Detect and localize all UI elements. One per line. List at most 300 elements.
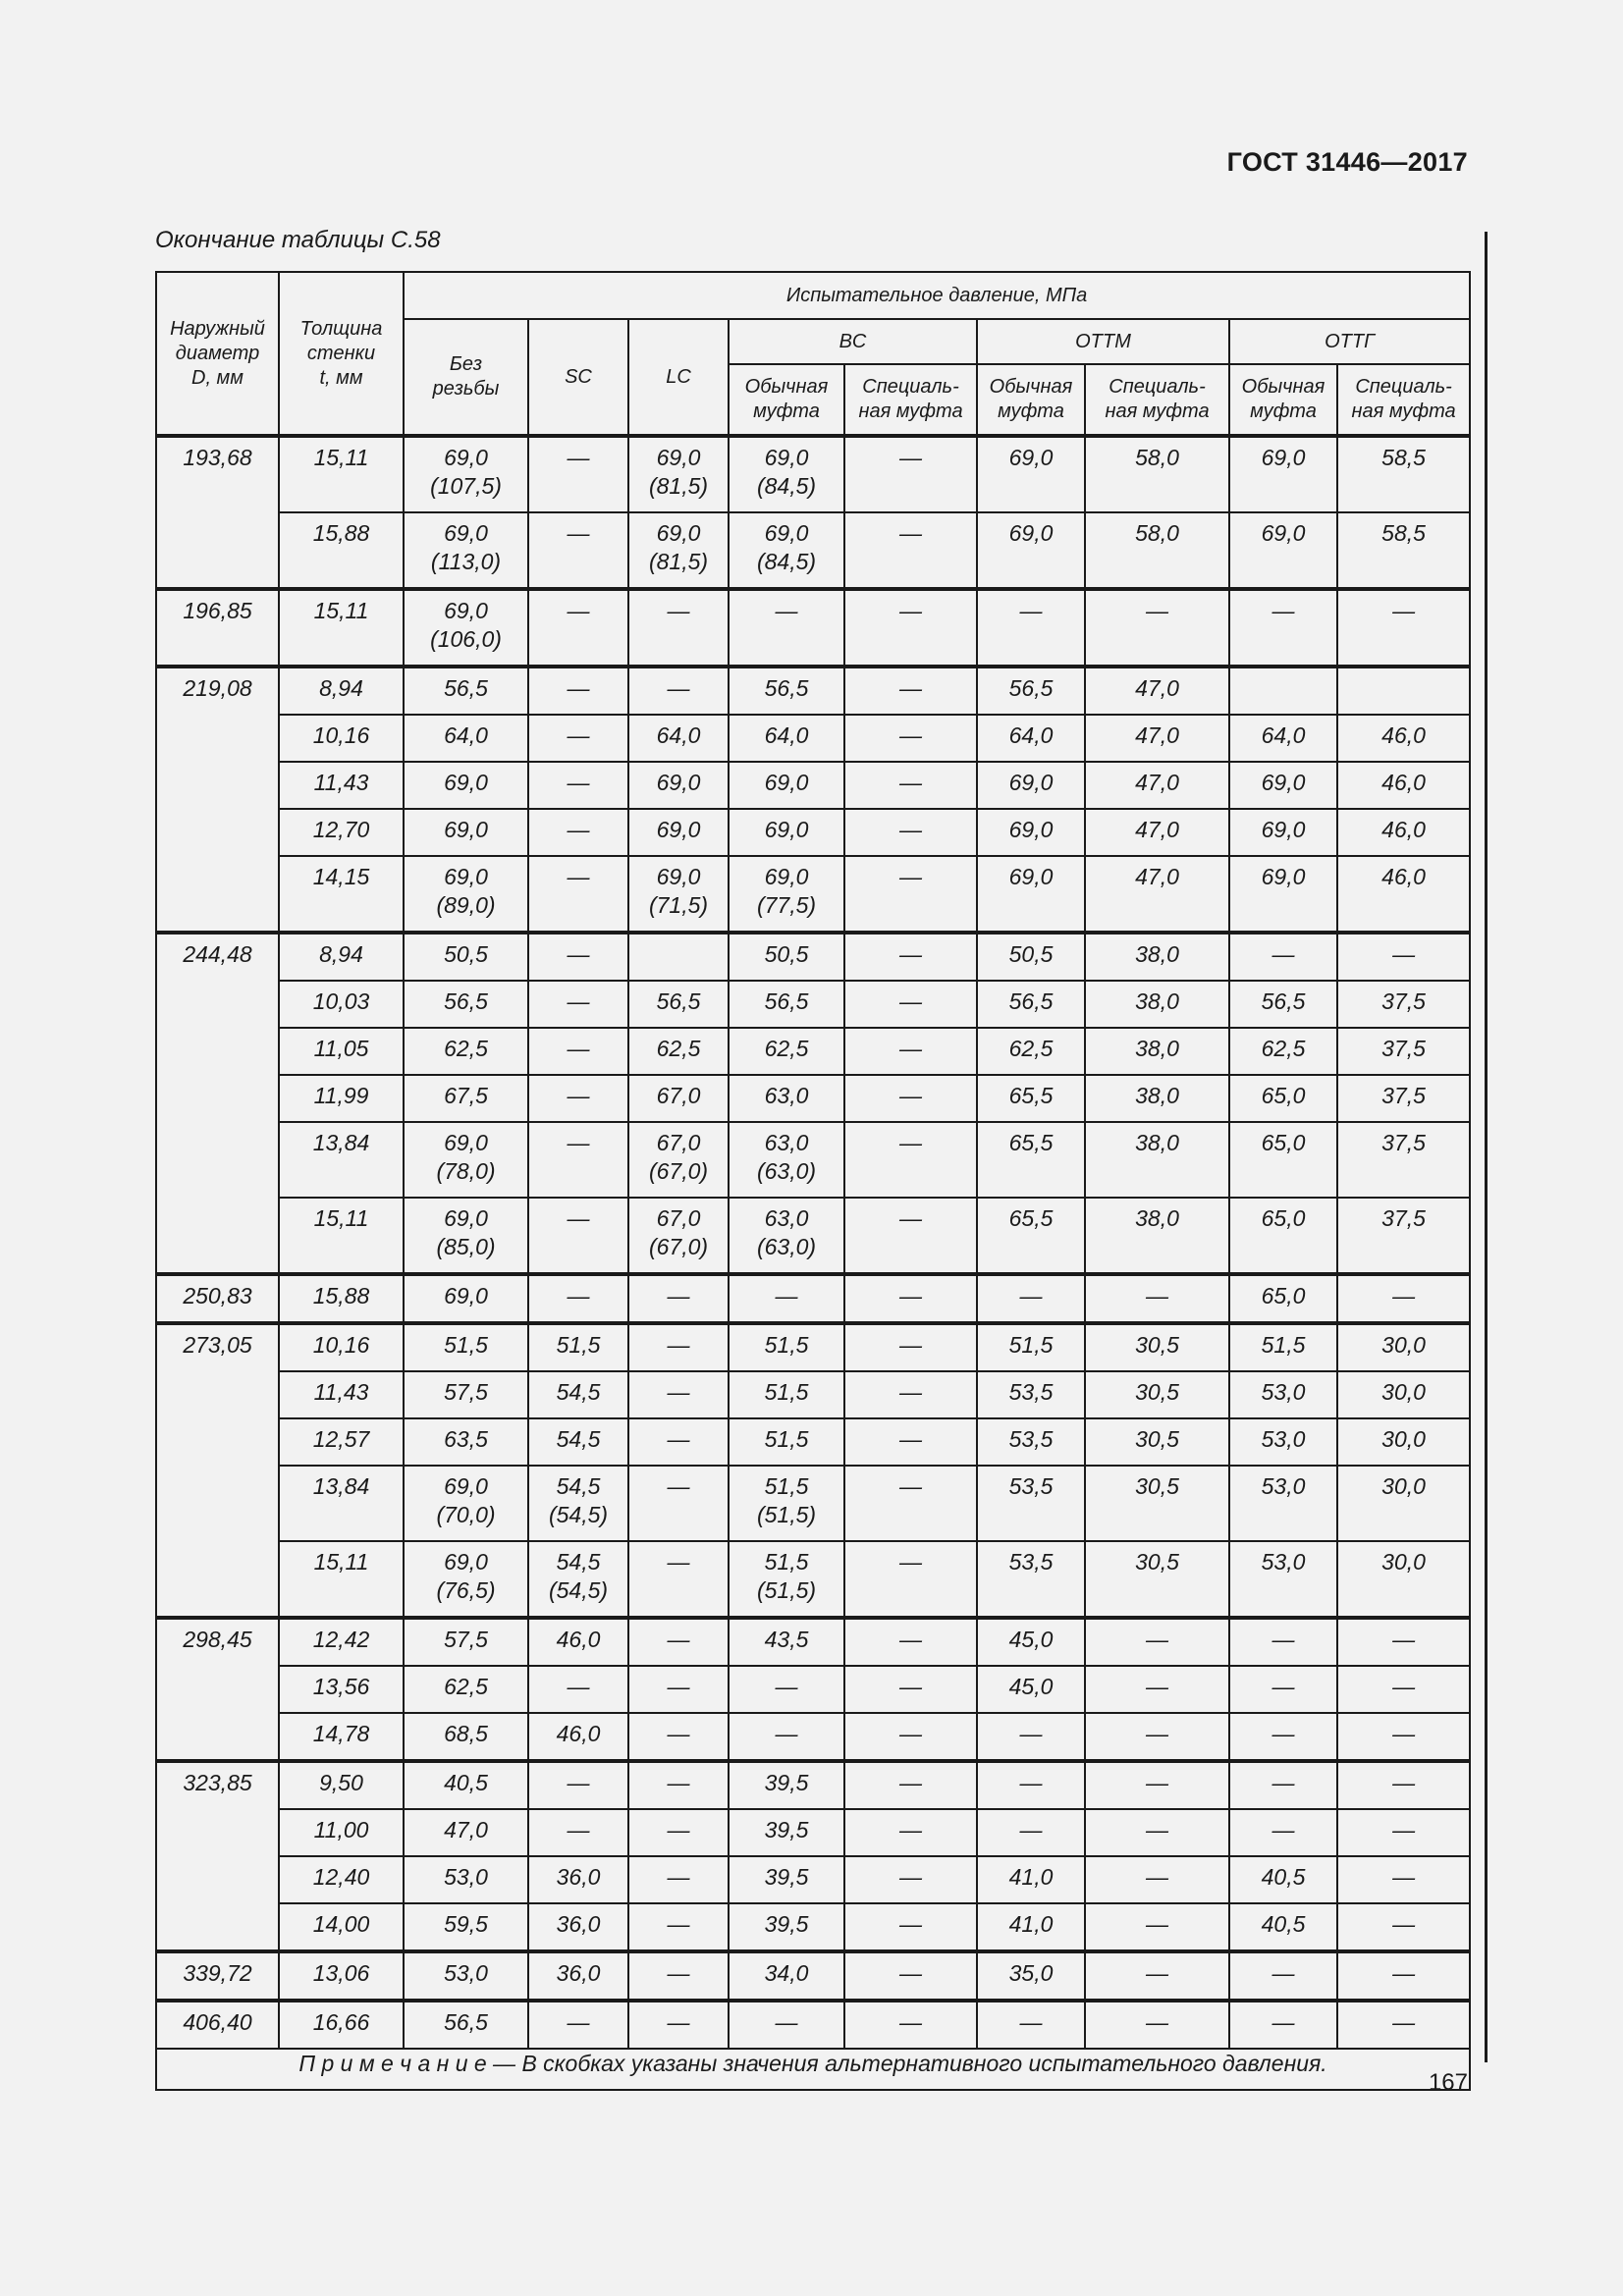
table-row (156, 1122, 1470, 1198)
cell-pressure-value: 54,5 (54,5) (528, 1466, 628, 1541)
cell-pressure-value: 30,5 (1085, 1371, 1229, 1418)
cell-pressure-value: — (977, 1274, 1085, 1323)
cell-outer-diameter: 273,05 (156, 1323, 279, 1618)
cell-pressure-value (1229, 667, 1337, 715)
cell-pressure-value: — (844, 1198, 977, 1274)
cell-pressure-value: — (844, 436, 977, 512)
cell-pressure-value: 37,5 (1337, 1075, 1470, 1122)
cell-pressure-value: 39,5 (729, 1761, 844, 1809)
cell-pressure-value: — (528, 933, 628, 981)
cell-pressure-value: 30,5 (1085, 1541, 1229, 1618)
table-row (156, 589, 1470, 667)
header-ottm-special: Специаль- ная муфта (1085, 364, 1229, 436)
cell-outer-diameter: 406,40 (156, 2001, 279, 2049)
cell-pressure-value: — (1337, 1666, 1470, 1713)
cell-pressure-value: — (628, 1761, 729, 1809)
cell-pressure-value: — (844, 1541, 977, 1618)
cell-pressure-value: — (1337, 1951, 1470, 2001)
cell-wall-thickness: 9,50 (279, 1761, 404, 1809)
cell-pressure-value: — (1229, 1809, 1337, 1856)
header-ottg-special: Специаль- ная муфта (1337, 364, 1470, 436)
cell-pressure-value: 58,0 (1085, 436, 1229, 512)
cell-pressure-value: — (1337, 1761, 1470, 1809)
table-row (156, 1809, 1470, 1856)
cell-pressure-value: — (628, 1541, 729, 1618)
cell-pressure-value: 62,5 (404, 1028, 528, 1075)
cell-wall-thickness: 8,94 (279, 933, 404, 981)
cell-pressure-value: 69,0 (71,5) (628, 856, 729, 933)
cell-wall-thickness: 12,70 (279, 809, 404, 856)
cell-pressure-value: 69,0 (89,0) (404, 856, 528, 933)
cell-pressure-value: 47,0 (1085, 809, 1229, 856)
cell-pressure-value: 38,0 (1085, 933, 1229, 981)
cell-pressure-value: — (528, 1075, 628, 1122)
cell-pressure-value: 69,0 (107,5) (404, 436, 528, 512)
cell-pressure-value: 40,5 (404, 1761, 528, 1809)
cell-wall-thickness: 11,43 (279, 762, 404, 809)
cell-pressure-value: — (729, 2001, 844, 2049)
cell-pressure-value: 46,0 (1337, 715, 1470, 762)
cell-outer-diameter: 196,85 (156, 589, 279, 667)
table-row (156, 436, 1470, 512)
cell-pressure-value: — (844, 589, 977, 667)
cell-pressure-value: — (528, 1198, 628, 1274)
cell-pressure-value: 34,0 (729, 1951, 844, 2001)
cell-pressure-value: — (844, 1903, 977, 1951)
cell-pressure-value: — (1229, 1618, 1337, 1666)
cell-pressure-value: 51,5 (51,5) (729, 1541, 844, 1618)
cell-pressure-value: 47,0 (404, 1809, 528, 1856)
cell-pressure-value: 50,5 (977, 933, 1085, 981)
cell-pressure-value: — (729, 589, 844, 667)
cell-pressure-value: 38,0 (1085, 1122, 1229, 1198)
cell-pressure-value: 63,0 (63,0) (729, 1198, 844, 1274)
cell-pressure-value: — (844, 809, 977, 856)
cell-pressure-value: 62,5 (404, 1666, 528, 1713)
cell-pressure-value: 62,5 (628, 1028, 729, 1075)
cell-pressure-value: — (628, 589, 729, 667)
pressure-table (155, 271, 1471, 2091)
cell-pressure-value: — (1229, 1951, 1337, 2001)
cell-outer-diameter: 193,68 (156, 436, 279, 589)
cell-pressure-value: — (628, 1323, 729, 1371)
cell-wall-thickness: 13,84 (279, 1466, 404, 1541)
cell-pressure-value: — (844, 1466, 977, 1541)
cell-pressure-value: — (844, 1809, 977, 1856)
cell-pressure-value: — (528, 715, 628, 762)
cell-pressure-value: — (844, 1371, 977, 1418)
document-code: ГОСТ 31446—2017 (1226, 147, 1468, 177)
cell-pressure-value: 53,0 (1229, 1371, 1337, 1418)
header-sc: SC (528, 319, 628, 436)
cell-pressure-value: 30,5 (1085, 1466, 1229, 1541)
cell-pressure-value: — (729, 1274, 844, 1323)
cell-wall-thickness: 15,11 (279, 1198, 404, 1274)
table-row (156, 715, 1470, 762)
cell-wall-thickness: 16,66 (279, 2001, 404, 2049)
cell-pressure-value: — (844, 1323, 977, 1371)
cell-pressure-value: — (844, 856, 977, 933)
cell-pressure-value: 54,5 (528, 1418, 628, 1466)
cell-wall-thickness: 11,99 (279, 1075, 404, 1122)
cell-wall-thickness: 15,11 (279, 589, 404, 667)
cell-wall-thickness: 12,57 (279, 1418, 404, 1466)
cell-pressure-value: — (1085, 1274, 1229, 1323)
cell-pressure-value: — (1337, 1618, 1470, 1666)
cell-pressure-value: — (977, 2001, 1085, 2049)
cell-pressure-value: — (1085, 1761, 1229, 1809)
cell-wall-thickness: 15,11 (279, 436, 404, 512)
cell-pressure-value: 30,0 (1337, 1371, 1470, 1418)
cell-pressure-value: 65,5 (977, 1122, 1085, 1198)
cell-pressure-value: 56,5 (1229, 981, 1337, 1028)
cell-pressure-value: — (844, 1761, 977, 1809)
cell-pressure-value: 69,0 (729, 762, 844, 809)
cell-pressure-value: 69,0 (404, 762, 528, 809)
cell-pressure-value: — (844, 2001, 977, 2049)
cell-pressure-value: 65,5 (977, 1198, 1085, 1274)
cell-pressure-value: 39,5 (729, 1809, 844, 1856)
header-test-pressure: Испытательное давление, МПа (404, 272, 1470, 319)
cell-pressure-value: 30,5 (1085, 1323, 1229, 1371)
cell-pressure-value: 30,0 (1337, 1323, 1470, 1371)
cell-pressure-value: — (528, 1028, 628, 1075)
cell-pressure-value: 37,5 (1337, 1028, 1470, 1075)
cell-pressure-value: 68,5 (404, 1713, 528, 1761)
cell-pressure-value: 35,0 (977, 1951, 1085, 2001)
cell-pressure-value: 37,5 (1337, 1198, 1470, 1274)
cell-pressure-value: 51,5 (977, 1323, 1085, 1371)
cell-pressure-value: 69,0 (977, 512, 1085, 589)
cell-pressure-value: 45,0 (977, 1618, 1085, 1666)
cell-pressure-value: — (729, 1713, 844, 1761)
cell-pressure-value: 69,0 (1229, 512, 1337, 589)
cell-pressure-value: 46,0 (1337, 809, 1470, 856)
cell-pressure-value: 67,0 (67,0) (628, 1122, 729, 1198)
cell-pressure-value: 39,5 (729, 1903, 844, 1951)
table-row (156, 1713, 1470, 1761)
header-lc: LC (628, 319, 729, 436)
cell-pressure-value: 69,0 (84,5) (729, 512, 844, 589)
cell-pressure-value: — (844, 1028, 977, 1075)
cell-pressure-value: 53,0 (404, 1856, 528, 1903)
cell-pressure-value: 37,5 (1337, 981, 1470, 1028)
header-ottg-regular: Обычная муфта (1229, 364, 1337, 436)
cell-pressure-value: 53,0 (1229, 1466, 1337, 1541)
cell-pressure-value: — (628, 1466, 729, 1541)
cell-pressure-value: 51,5 (729, 1418, 844, 1466)
cell-pressure-value: 69,0 (81,5) (628, 436, 729, 512)
cell-pressure-value: — (1085, 1666, 1229, 1713)
cell-wall-thickness: 14,15 (279, 856, 404, 933)
cell-pressure-value (1337, 667, 1470, 715)
cell-pressure-value: — (1229, 933, 1337, 981)
header-bc: BC (729, 319, 977, 364)
cell-pressure-value: 62,5 (729, 1028, 844, 1075)
cell-pressure-value: — (528, 512, 628, 589)
cell-pressure-value: 51,5 (1229, 1323, 1337, 1371)
cell-pressure-value: 53,0 (1229, 1541, 1337, 1618)
cell-pressure-value: — (528, 1761, 628, 1809)
cell-pressure-value: 67,5 (404, 1075, 528, 1122)
cell-pressure-value: — (1085, 2001, 1229, 2049)
cell-pressure-value: — (844, 933, 977, 981)
cell-pressure-value: 38,0 (1085, 981, 1229, 1028)
cell-pressure-value: — (1337, 1903, 1470, 1951)
cell-pressure-value: 46,0 (528, 1618, 628, 1666)
cell-pressure-value: 45,0 (977, 1666, 1085, 1713)
cell-pressure-value: — (1229, 1761, 1337, 1809)
cell-wall-thickness: 15,88 (279, 1274, 404, 1323)
cell-pressure-value: 53,5 (977, 1371, 1085, 1418)
cell-pressure-value: — (1085, 1951, 1229, 2001)
cell-pressure-value: 39,5 (729, 1856, 844, 1903)
cell-pressure-value: — (528, 1809, 628, 1856)
cell-pressure-value: 41,0 (977, 1903, 1085, 1951)
cell-pressure-value: 65,5 (977, 1075, 1085, 1122)
cell-pressure-value: 57,5 (404, 1618, 528, 1666)
cell-pressure-value: 54,5 (528, 1371, 628, 1418)
cell-pressure-value: 69,0 (76,5) (404, 1541, 528, 1618)
cell-pressure-value: 43,5 (729, 1618, 844, 1666)
cell-pressure-value: 56,5 (729, 667, 844, 715)
cell-pressure-value: — (844, 1856, 977, 1903)
cell-pressure-value: — (628, 1951, 729, 2001)
cell-pressure-value: — (528, 2001, 628, 2049)
cell-pressure-value: 51,5 (729, 1371, 844, 1418)
cell-pressure-value: 65,0 (1229, 1198, 1337, 1274)
table-note: П р и м е ч а н и е — В скобках указаны значения альтернативного испытательного давления. (156, 2049, 1470, 2090)
table-row (156, 1371, 1470, 1418)
cell-wall-thickness: 15,11 (279, 1541, 404, 1618)
cell-wall-thickness: 15,88 (279, 512, 404, 589)
cell-wall-thickness: 13,56 (279, 1666, 404, 1713)
cell-outer-diameter: 323,85 (156, 1761, 279, 1951)
cell-pressure-value: — (1085, 589, 1229, 667)
cell-pressure-value: 53,0 (404, 1951, 528, 2001)
cell-pressure-value: 69,0 (106,0) (404, 589, 528, 667)
cell-pressure-value: 40,5 (1229, 1903, 1337, 1951)
cell-pressure-value: — (1229, 589, 1337, 667)
cell-pressure-value: — (1085, 1809, 1229, 1856)
cell-pressure-value: 64,0 (977, 715, 1085, 762)
cell-pressure-value: 56,5 (404, 981, 528, 1028)
cell-pressure-value: — (977, 589, 1085, 667)
table-body (156, 436, 1470, 2049)
header-no-thread: Без резьбы (404, 319, 528, 436)
cell-pressure-value: 47,0 (1085, 715, 1229, 762)
cell-pressure-value: — (844, 512, 977, 589)
table-row (156, 1418, 1470, 1466)
cell-pressure-value: 69,0 (113,0) (404, 512, 528, 589)
cell-pressure-value: 63,5 (404, 1418, 528, 1466)
table-row (156, 1618, 1470, 1666)
cell-pressure-value: 53,5 (977, 1418, 1085, 1466)
table-row (156, 1761, 1470, 1809)
cell-pressure-value: — (1337, 1274, 1470, 1323)
cell-pressure-value: 69,0 (977, 762, 1085, 809)
cell-pressure-value: 51,5 (51,5) (729, 1466, 844, 1541)
cell-pressure-value: — (977, 1713, 1085, 1761)
cell-pressure-value: 41,0 (977, 1856, 1085, 1903)
cell-pressure-value: — (628, 1618, 729, 1666)
cell-pressure-value: — (844, 1075, 977, 1122)
cell-pressure-value: 30,5 (1085, 1418, 1229, 1466)
cell-pressure-value: — (729, 1666, 844, 1713)
table-row (156, 1323, 1470, 1371)
cell-pressure-value: — (977, 1809, 1085, 1856)
cell-pressure-value: 47,0 (1085, 856, 1229, 933)
cell-pressure-value: 38,0 (1085, 1198, 1229, 1274)
cell-pressure-value: 65,0 (1229, 1075, 1337, 1122)
cell-pressure-value: 62,5 (977, 1028, 1085, 1075)
cell-pressure-value: — (844, 1666, 977, 1713)
cell-pressure-value: 53,5 (977, 1541, 1085, 1618)
cell-pressure-value: 69,0 (77,5) (729, 856, 844, 933)
cell-pressure-value: — (628, 1418, 729, 1466)
cell-pressure-value: 37,5 (1337, 1122, 1470, 1198)
cell-pressure-value: 69,0 (628, 762, 729, 809)
table-row (156, 1541, 1470, 1618)
cell-pressure-value: — (1337, 1713, 1470, 1761)
cell-pressure-value: — (528, 589, 628, 667)
cell-pressure-value: — (528, 1666, 628, 1713)
cell-pressure-value: 69,0 (81,5) (628, 512, 729, 589)
cell-pressure-value: 36,0 (528, 1856, 628, 1903)
cell-pressure-value: 67,0 (67,0) (628, 1198, 729, 1274)
cell-pressure-value: 58,5 (1337, 436, 1470, 512)
cell-pressure-value: 59,5 (404, 1903, 528, 1951)
cell-pressure-value: — (844, 762, 977, 809)
cell-pressure-value: — (1229, 1666, 1337, 1713)
cell-pressure-value: — (1337, 589, 1470, 667)
cell-pressure-value: 50,5 (729, 933, 844, 981)
cell-pressure-value: 56,5 (628, 981, 729, 1028)
cell-pressure-value: 65,0 (1229, 1122, 1337, 1198)
header-bc-regular: Обычная муфта (729, 364, 844, 436)
cell-pressure-value: 69,0 (85,0) (404, 1198, 528, 1274)
cell-pressure-value: 58,5 (1337, 512, 1470, 589)
cell-pressure-value: — (1229, 1713, 1337, 1761)
cell-outer-diameter: 250,83 (156, 1274, 279, 1323)
cell-wall-thickness: 14,00 (279, 1903, 404, 1951)
cell-pressure-value: 69,0 (404, 1274, 528, 1323)
cell-pressure-value: — (844, 1951, 977, 2001)
cell-pressure-value: — (977, 1761, 1085, 1809)
header-ottg: ОТТГ (1229, 319, 1470, 364)
table-row (156, 667, 1470, 715)
cell-pressure-value: 69,0 (977, 436, 1085, 512)
cell-pressure-value: — (628, 1903, 729, 1951)
cell-pressure-value: 53,0 (1229, 1418, 1337, 1466)
cell-pressure-value: — (1085, 1856, 1229, 1903)
cell-pressure-value: 64,0 (729, 715, 844, 762)
cell-pressure-value: 56,5 (729, 981, 844, 1028)
cell-pressure-value: — (1229, 2001, 1337, 2049)
cell-outer-diameter: 298,45 (156, 1618, 279, 1761)
cell-pressure-value: — (528, 856, 628, 933)
cell-pressure-value: 36,0 (528, 1951, 628, 2001)
cell-pressure-value: 69,0 (78,0) (404, 1122, 528, 1198)
table-row (156, 1198, 1470, 1274)
cell-pressure-value: — (1085, 1618, 1229, 1666)
cell-pressure-value: — (1085, 1713, 1229, 1761)
cell-pressure-value: — (528, 1122, 628, 1198)
cell-pressure-value: — (528, 762, 628, 809)
cell-pressure-value: 56,5 (977, 981, 1085, 1028)
table-row (156, 762, 1470, 809)
cell-pressure-value: — (528, 667, 628, 715)
table-row (156, 981, 1470, 1028)
cell-pressure-value: 36,0 (528, 1903, 628, 1951)
cell-pressure-value: 69,0 (729, 809, 844, 856)
cell-outer-diameter: 339,72 (156, 1951, 279, 2001)
cell-pressure-value: — (628, 1666, 729, 1713)
cell-pressure-value: — (844, 1713, 977, 1761)
cell-pressure-value: — (528, 809, 628, 856)
cell-wall-thickness: 11,43 (279, 1371, 404, 1418)
cell-pressure-value: 30,0 (1337, 1418, 1470, 1466)
cell-pressure-value: — (844, 1418, 977, 1466)
cell-pressure-value: 30,0 (1337, 1541, 1470, 1618)
cell-wall-thickness: 10,03 (279, 981, 404, 1028)
cell-pressure-value: — (628, 1274, 729, 1323)
cell-pressure-value: — (628, 667, 729, 715)
margin-rule (1485, 232, 1488, 2062)
cell-wall-thickness: 12,40 (279, 1856, 404, 1903)
cell-pressure-value: — (1337, 1809, 1470, 1856)
cell-pressure-value: — (528, 981, 628, 1028)
cell-pressure-value: 65,0 (1229, 1274, 1337, 1323)
header-ottm-regular: Обычная муфта (977, 364, 1085, 436)
page-number: 167 (1428, 2069, 1468, 2096)
cell-pressure-value: 69,0 (84,5) (729, 436, 844, 512)
cell-pressure-value: 64,0 (628, 715, 729, 762)
cell-pressure-value: — (844, 667, 977, 715)
cell-pressure-value: — (844, 981, 977, 1028)
cell-pressure-value: 56,5 (977, 667, 1085, 715)
cell-pressure-value: 50,5 (404, 933, 528, 981)
cell-pressure-value: 46,0 (1337, 762, 1470, 809)
cell-pressure-value: 30,0 (1337, 1466, 1470, 1541)
cell-pressure-value: 67,0 (628, 1075, 729, 1122)
cell-pressure-value: 62,5 (1229, 1028, 1337, 1075)
cell-pressure-value: 47,0 (1085, 762, 1229, 809)
cell-pressure-value: — (628, 1713, 729, 1761)
table-caption: Окончание таблицы С.58 (155, 227, 441, 253)
table-row (156, 1466, 1470, 1541)
cell-pressure-value: — (528, 1274, 628, 1323)
cell-pressure-value: 69,0 (1229, 809, 1337, 856)
cell-pressure-value: 57,5 (404, 1371, 528, 1418)
cell-pressure-value: 64,0 (404, 715, 528, 762)
cell-pressure-value: — (528, 436, 628, 512)
table-row (156, 1666, 1470, 1713)
cell-pressure-value: — (628, 1371, 729, 1418)
cell-pressure-value: — (628, 2001, 729, 2049)
header-outer-diameter: Наружный диаметр D, мм (156, 272, 279, 436)
cell-pressure-value: 51,5 (404, 1323, 528, 1371)
table-row (156, 856, 1470, 933)
cell-pressure-value: 56,5 (404, 2001, 528, 2049)
cell-pressure-value: 54,5 (54,5) (528, 1541, 628, 1618)
table-row (156, 512, 1470, 589)
table-row (156, 1951, 1470, 2001)
cell-wall-thickness: 11,00 (279, 1809, 404, 1856)
cell-wall-thickness: 11,05 (279, 1028, 404, 1075)
header-wall-thickness: Толщина стенки t, мм (279, 272, 404, 436)
cell-pressure-value: — (628, 1856, 729, 1903)
